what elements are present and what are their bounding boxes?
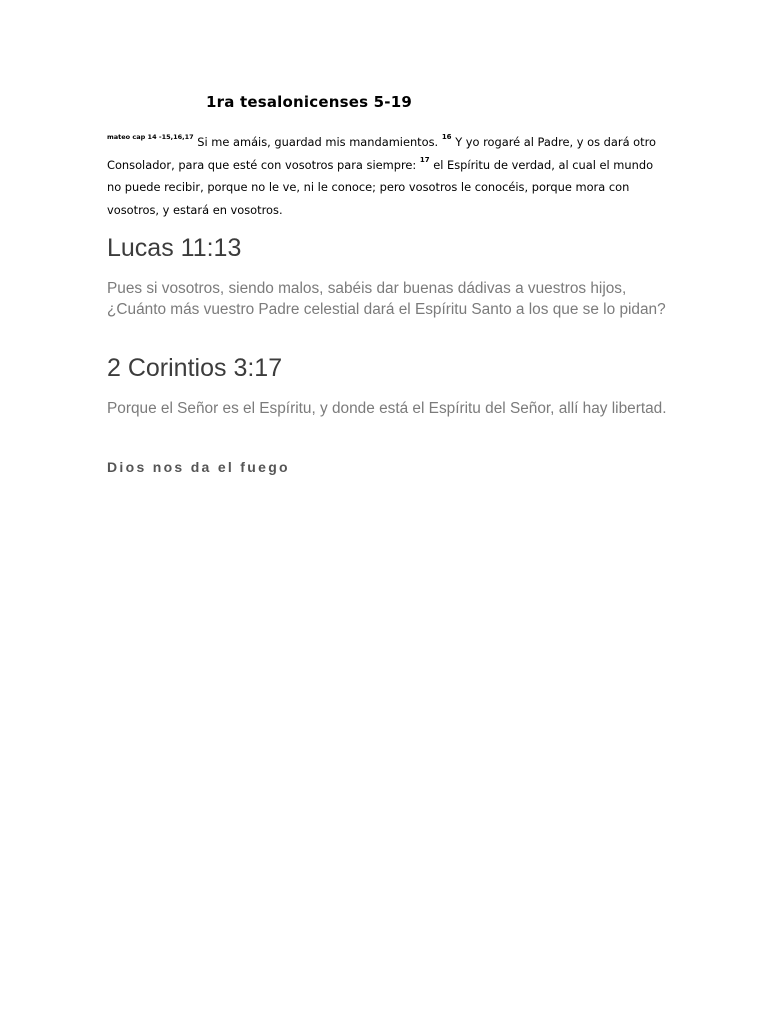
verse-number-17: 17 bbox=[419, 155, 430, 164]
document-title: 1ra tesalonicenses 5-19 bbox=[206, 93, 412, 111]
text-lucas: Pues si vosotros, siendo malos, sabéis dar buenas dádivas a vuestros hijos, ¿Cuánto más vuestro Padre celestial dará el Espíritu Santo a los que se lo pidan? bbox=[107, 280, 666, 318]
text-corintios: Porque el Señor es el Espíritu, y donde está el Espíritu del Señor, allí hay libertad. bbox=[107, 400, 667, 417]
verse-text-part1: Si me amáis, guardad mis mandamientos. bbox=[197, 135, 439, 149]
verse-number-16: 16 bbox=[441, 133, 452, 142]
heading-corintios: 2 Corintios 3:17 bbox=[107, 354, 283, 382]
reference-note: mateo cap 14 -15,16,17 bbox=[107, 133, 194, 141]
verse-text-part3: el Espíritu de verdad, al cual el mundo no puede recibir, porque no le ve, ni le conoce; pero vosotros le conocéis, porque mora con vosotros, y estará en vosotros. bbox=[107, 157, 654, 217]
heading-lucas: Lucas 11:13 bbox=[107, 234, 242, 262]
fire-title: Dios nos da el fuego bbox=[107, 459, 290, 475]
verse-text-part2: Y yo rogaré al Padre, y os dará otro Consolador, para que esté con vosotros para siempre: bbox=[107, 135, 657, 172]
verse-paragraph bbox=[107, 131, 667, 221]
